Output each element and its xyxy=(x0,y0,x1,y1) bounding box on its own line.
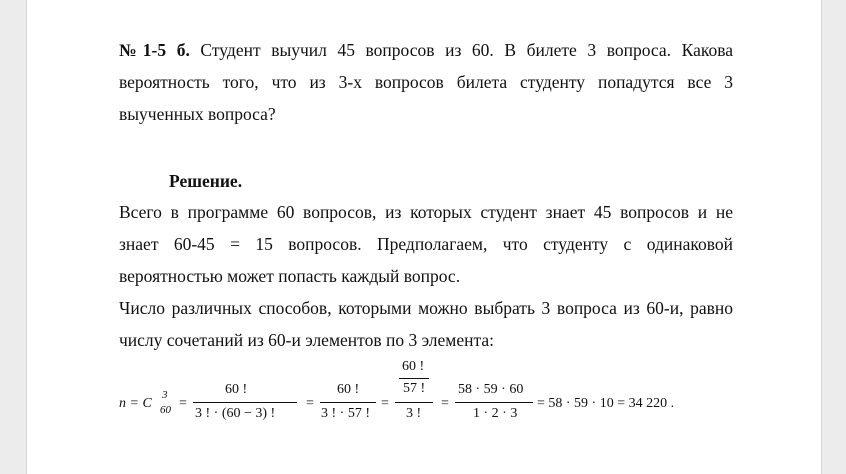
combination-formula xyxy=(119,356,739,428)
frac3-denominator: 3 ! xyxy=(406,406,422,421)
formula-result: = 58 · 59 · 10 = 34 220 . xyxy=(537,396,675,411)
frac1-numerator: 60 ! xyxy=(225,382,248,397)
frac1-denominator: 3 ! · (60 − 3) ! xyxy=(195,406,276,421)
frac2-denominator: 3 ! · 57 ! xyxy=(321,406,370,421)
frac3-bar xyxy=(395,402,433,403)
problem-line-3: выученных вопроса? xyxy=(119,104,276,124)
problem-number: №1-5 б. xyxy=(119,40,190,60)
frac1-bar xyxy=(193,402,297,403)
frac3-inner-bar xyxy=(399,378,429,379)
frac4-denominator: 1 · 2 · 3 xyxy=(473,406,518,421)
frac4-bar xyxy=(455,402,533,403)
frac4-numerator: 58 · 59 · 60 xyxy=(458,382,524,397)
formula-sub: 60 xyxy=(160,404,171,416)
frac2-numerator: 60 ! xyxy=(337,382,360,397)
solution-p2-line-2: числу сочетаний из 60-и элементов по 3 элемента: xyxy=(119,330,494,350)
solution-heading: Решение. xyxy=(169,171,243,191)
solution-p1-line-3: вероятностью может попасть каждый вопрос. xyxy=(119,266,461,286)
formula-eq-1: = xyxy=(179,396,187,411)
formula-eq-4: = xyxy=(441,396,449,411)
document-page xyxy=(26,0,822,474)
formula-eq-3: = xyxy=(381,396,389,411)
formula-eq-2: = xyxy=(306,396,314,411)
frac3-inner-denominator: 57 ! xyxy=(403,381,426,396)
problem-line-2: вероятность того, что из 3-х вопросов билета студенту попадутся все 3 xyxy=(119,72,733,92)
solution-p1-line-2: знает 60-45 = 15 вопросов. Предполагаем, что студенту с одинаковой xyxy=(119,234,733,254)
problem-text-1: Студент выучил 45 вопросов из 60. В билете 3 вопроса. Какова xyxy=(200,40,733,60)
frac2-bar xyxy=(320,402,376,403)
frac3-inner-numerator: 60 ! xyxy=(402,359,425,374)
formula-sup: 3 xyxy=(162,389,168,401)
solution-p1-line-1: Всего в программе 60 вопросов, из которых студент знает 45 вопросов и не xyxy=(119,202,733,222)
solution-p2-line-1: Число различных способов, которыми можно выбрать 3 вопроса из 60-и, равно xyxy=(119,298,733,318)
formula-lhs: n = C xyxy=(119,396,152,411)
problem-line-1 xyxy=(119,34,733,66)
